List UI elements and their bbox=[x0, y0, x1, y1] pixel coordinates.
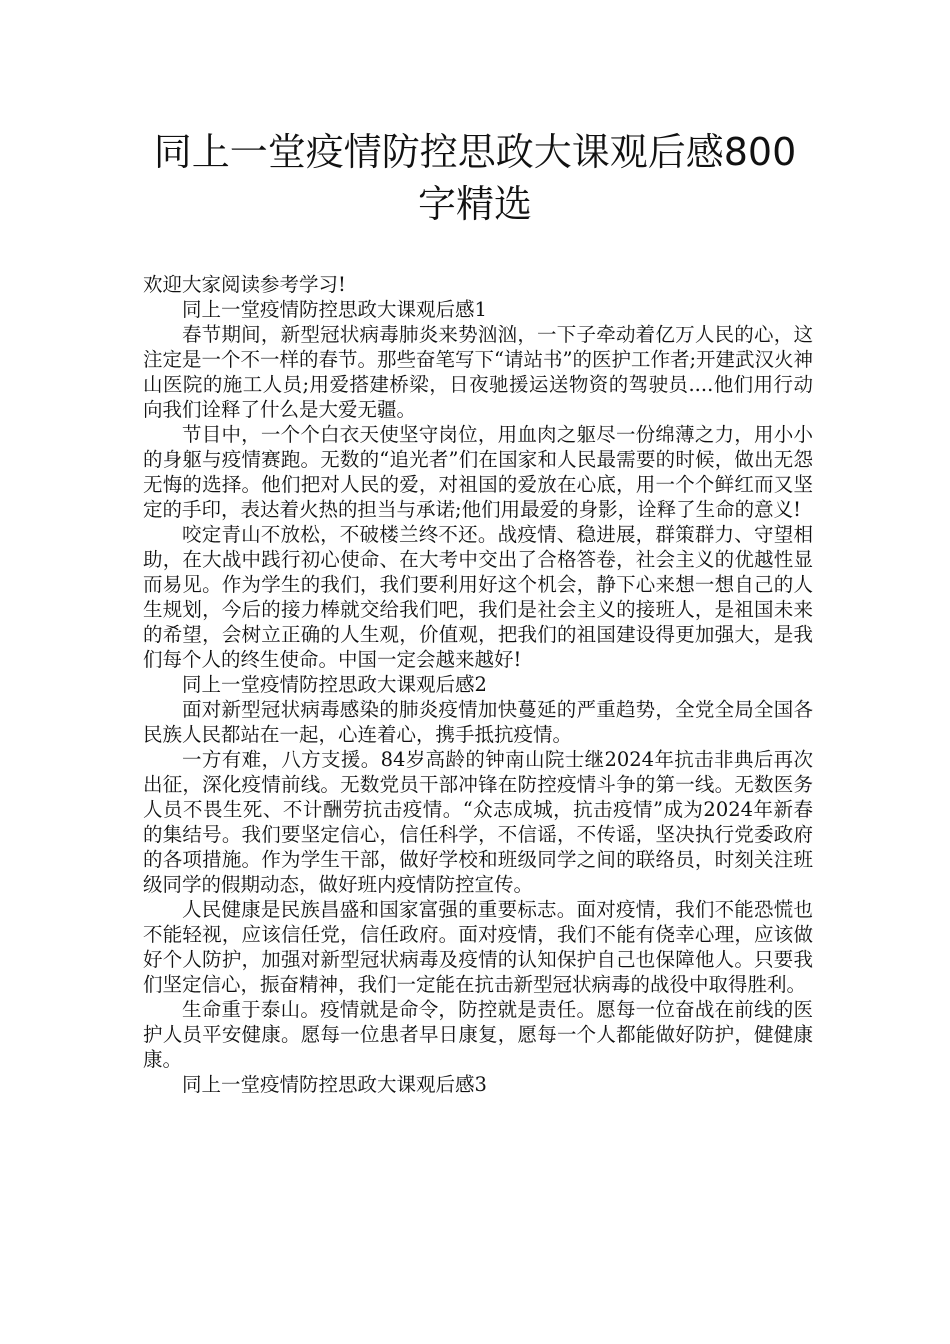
intro-text: 欢迎大家阅读参考学习! bbox=[143, 273, 346, 296]
paragraph: 咬定青山不放松，不破楼兰终不还。战疫情、稳进展，群策群力、守望相助，在大战中践行初心使命、在大考中交出了合格答卷，社会主义的优越性显而易见。作为学生的我们，我们要利用好这个机会，静下心来想一想自己的人生规划，今后的接力棒就交给我们吧，我们是社会主义的接班人，是祖国未来的希望，会树立正确的人生观，价值观，把我们的祖国建设得更加强大，是我们每个人的终生使命。中国一定会越来越好! bbox=[143, 523, 813, 671]
title-line-1: 同上一堂疫情防控思政大课观后感800 bbox=[153, 130, 797, 174]
document-body bbox=[143, 272, 813, 1097]
section-subtitle: 同上一堂疫情防控思政大课观后感2 bbox=[182, 673, 487, 696]
section-subtitle: 同上一堂疫情防控思政大课观后感1 bbox=[182, 298, 487, 321]
paragraph: 人民健康是民族昌盛和国家富强的重要标志。面对疫情，我们不能恐慌也不能轻视，应该信任党，信任政府。面对疫情，我们不能有侥幸心理，应该做好个人防护，加强对新型冠状病毒及疫情的认知保护自己也保障他人。只要我们坚定信心，振奋精神，我们一定能在抗击新型冠状病毒的战役中取得胜利。 bbox=[143, 898, 813, 996]
paragraph: 生命重于泰山。疫情就是命令，防控就是责任。愿每一位奋战在前线的医护人员平安健康。愿每一位患者早日康复，愿每一个人都能做好防护，健健康康。 bbox=[143, 998, 813, 1071]
paragraph: 面对新型冠状病毒感染的肺炎疫情加快蔓延的严重趋势，全党全局全国各民族人民都站在一起，心连着心，携手抵抗疫情。 bbox=[143, 698, 813, 746]
paragraph: 一方有难，八方支援。84岁高龄的钟南山院士继2024年抗击非典后再次出征，深化疫情前线。无数党员干部冲锋在防控疫情斗争的第一线。无数医务人员不畏生死、不计酬劳抗击疫情。“众志成城，抗击疫情”成为2024年新春的集结号。我们要坚定信心，信任科学，不信谣，不传谣，坚决执行党委政府的各项措施。作为学生干部，做好学校和班级同学之间的联络员，时刻关注班级同学的假期动态，做好班内疫情防控宣传。 bbox=[143, 748, 813, 896]
paragraph: 春节期间，新型冠状病毒肺炎来势汹汹，一下子牵动着亿万人民的心，这注定是一个不一样的春节。那些奋笔写下“请站书”的医护工作者;开建武汉火神山医院的施工人员;用爱搭建桥梁，日夜驰援运送物资的驾驶员....他们用行动向我们诠释了什么是大爱无疆。 bbox=[143, 323, 814, 421]
paragraph: 节目中，一个个白衣天使坚守岗位，用血肉之躯尽一份绵薄之力，用小小的身躯与疫情赛跑。无数的“追光者”们在国家和人民最需要的时候，做出无怨无悔的选择。他们把对人民的爱，对祖国的爱放在心底，用一个个鲜红而又坚定的手印，表达着火热的担当与承诺;他们用最爱的身影，诠释了生命的意义! bbox=[143, 423, 813, 521]
title-line-2: 字精选 bbox=[417, 182, 532, 226]
section-subtitle: 同上一堂疫情防控思政大课观后感3 bbox=[182, 1073, 487, 1096]
document-title bbox=[0, 126, 950, 230]
